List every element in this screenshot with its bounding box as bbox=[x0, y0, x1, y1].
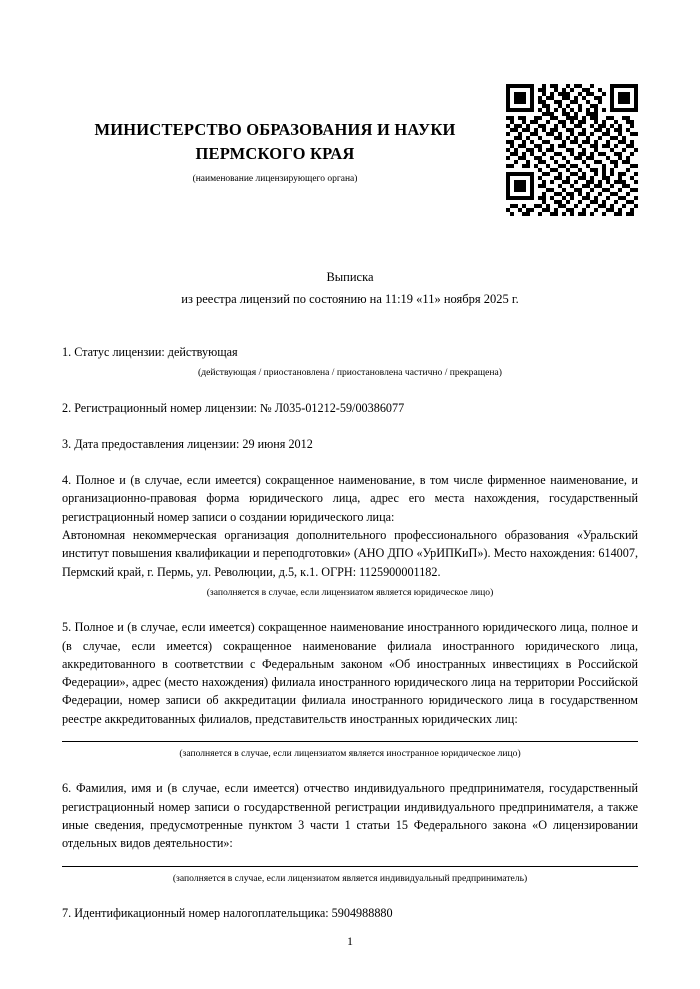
item-1-note: (действующая / приостановлена / приостановлена частично / прекращена) bbox=[198, 367, 502, 379]
item-3-issue-date bbox=[62, 435, 638, 453]
document-subtitle: из реестра лицензий по состоянию на 11:19 «11» ноября 2025 г. bbox=[181, 291, 519, 306]
item-2-text: 2. Регистрационный номер лицензии: № Л035-01212-59/00386077 bbox=[62, 400, 405, 415]
item-6-note: (заполняется в случае, если лицензиатом является индивидуальный предприниматель) bbox=[172, 872, 528, 884]
item-6-text: 6. Фамилия, имя и (в случае, если имеется) отчество индивидуального предпринимателя, государственный регистрационный номер записи о государственной регистрации индивидуального предпринимателя, а также иные сведения, предусмотренные пунктом 3 части 1 статьи 15 Федерального закона «О лицензировании отдельных видов деятельности»: bbox=[62, 781, 638, 851]
document-title: Выписка bbox=[326, 269, 374, 284]
item-5-note: (заполняется в случае, если лицензиатом является иностранное юридическое лицо) bbox=[179, 748, 521, 760]
item-7-text: 7. Идентификационный номер налогоплательщика: 5904988880 bbox=[62, 906, 393, 921]
item-2-registration-number bbox=[62, 399, 638, 417]
item-4-text: 4. Полное и (в случае, если имеется) сокращенное наименование, в том числе фирменное наименование, и организационно-правовая форма юридического лица, адрес его места нахождения, государственный регистрационный номер записи о создании юридического лица: bbox=[62, 473, 638, 524]
item-5-fill-line bbox=[62, 741, 638, 742]
item-4-note: (заполняется в случае, если лицензиатом является юридическое лицо) bbox=[206, 586, 494, 598]
item-6-individual-entrepreneur bbox=[62, 779, 638, 886]
qr-code-icon bbox=[506, 84, 638, 216]
page-title: МИНИСТЕРСТВО ОБРАЗОВАНИЯ И НАУКИ ПЕРМСКОГО КРАЯ bbox=[94, 120, 456, 163]
item-6-fill-line bbox=[62, 866, 638, 867]
page-number: 1 bbox=[347, 934, 353, 948]
document-title-block bbox=[62, 270, 638, 307]
item-1-text: 1. Статус лицензии: действующая bbox=[62, 344, 238, 359]
document-body bbox=[62, 343, 638, 923]
item-5-foreign-legal-entity bbox=[62, 618, 638, 761]
item-4-legal-entity bbox=[62, 471, 638, 600]
item-4-value: Автономная некоммерческая организация дополнительного профессионального образования «Уральский институт повышения квалификации и переподготовки» (АНО ДПО «УрИПКиП»). Место нахождения: 614007, Пермский край, г. Пермь, ул. Революции, д.5, к.1. ОГРН: 1125900001182. bbox=[62, 528, 638, 579]
item-3-text: 3. Дата предоставления лицензии: 29 июня 2012 bbox=[62, 436, 313, 451]
organization-caption: (наименование лицензирующего органа) bbox=[192, 173, 358, 184]
item-7-taxpayer-number bbox=[62, 904, 638, 922]
item-1-status bbox=[62, 343, 638, 381]
item-5-text: 5. Полное и (в случае, если имеется) сокращенное наименование иностранного юридического лица, полное и (в случае, если имеется) сокращенное наименование филиала иностранного юридического лица, аккредитованного в соответствии с Федеральным законом «Об иностранных инвестициях в Российской Федерации», адрес (место нахождения) филиала иностранного юридического лица на территории Российской Федерации, номер записи об аккредитации филиала иностранного юридического лица в государственном реестре аккредитованных филиалов, представительств иностранных юридических лиц: bbox=[62, 620, 638, 726]
